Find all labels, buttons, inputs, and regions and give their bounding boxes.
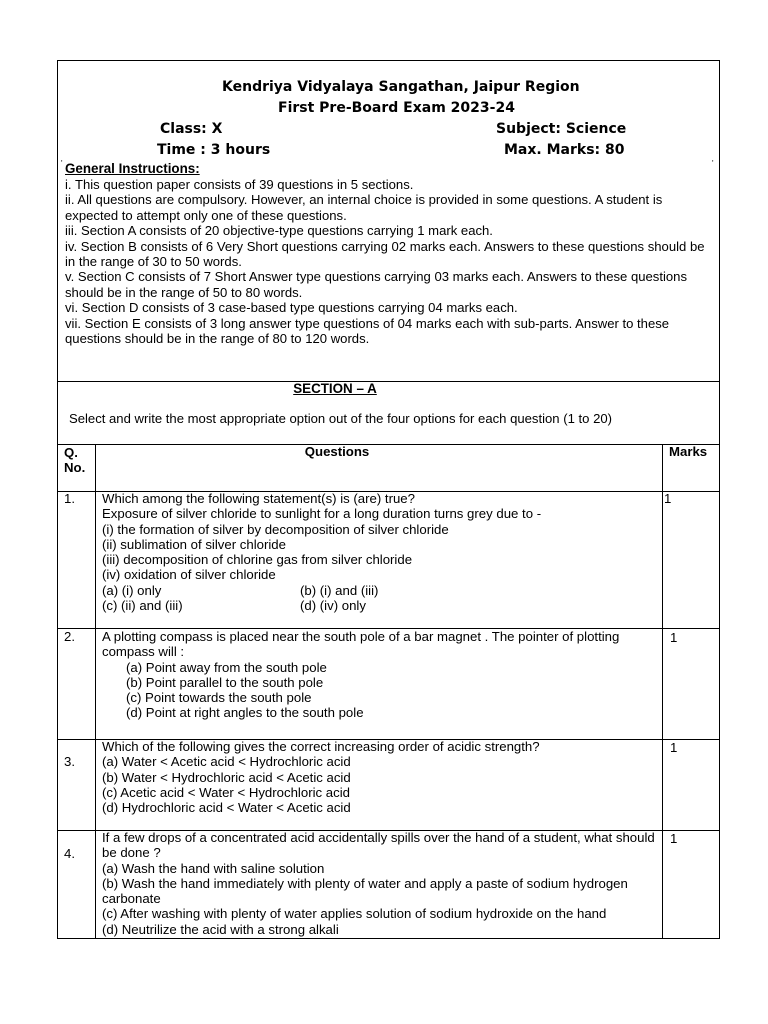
question-number: 3. [64, 754, 75, 769]
question-line: Which of the following gives the correct increasing order of acidic strength? [102, 739, 540, 754]
question-line: A plotting compass is placed near the south pole of a bar magnet . The pointer of plotting compass will : [102, 629, 620, 660]
option: (d) Point at right angles to the south pole [126, 705, 364, 721]
option: (d) (iv) only [300, 598, 366, 614]
option: (d) Neutrilize the acid with a strong alkali [102, 921, 339, 937]
option: (b) Wash the hand immediately with plenty of water and apply a paste of sodium hydrogen carbonate [102, 875, 628, 907]
option: (b) Water < Hydrochloric acid < Acetic acid [102, 769, 351, 785]
question-row [58, 739, 719, 831]
option-row [102, 583, 657, 598]
question-marks: 1 [670, 740, 678, 755]
option: (b) Point parallel to the south pole [126, 674, 324, 690]
table-header-row [58, 444, 719, 492]
section-instruction: Select and write the most appropriate option out of the four options for each question (1 to 20) [69, 411, 612, 426]
question-text [102, 629, 657, 721]
question-line: (iv) oxidation of silver chloride [102, 567, 276, 583]
question-marks: 1 [664, 491, 672, 506]
question-line: (i) the formation of silver by decomposition of silver chloride [102, 521, 449, 537]
header-block [58, 61, 719, 382]
col-questions-header: Questions [304, 444, 370, 459]
col-marks-header: Marks [669, 444, 708, 459]
instruction-item: i. This question paper consists of 39 questions in 5 sections. [65, 177, 414, 192]
col-qno-header: Q. No. [64, 445, 86, 476]
option: (c) (ii) and (iii) [102, 598, 183, 614]
question-line: If a few drops of a concentrated acid accidentally spills over the hand of a student, what should be done ? [102, 830, 655, 861]
margin-tick: ' [712, 159, 714, 168]
instruction-item: v. Section C consists of 7 Short Answer type questions carrying 03 marks each. Answers to these questions should be in the range of 50 to 80 words. [65, 269, 688, 300]
question-line: Exposure of silver chloride to sunlight for a long duration turns grey due to - [102, 506, 542, 522]
section-a-header [58, 381, 719, 445]
question-number: 2. [64, 629, 75, 644]
instruction-item: vii. Section E consists of 3 long answer type questions of 04 marks each with sub-parts. Answer to these questions should be in the range of 80 to 120 words. [65, 315, 670, 347]
option: (a) Water < Acetic acid < Hydrochloric acid [102, 754, 351, 770]
question-marks: 1 [670, 630, 678, 645]
option: (c) After washing with plenty of water applies solution of sodium hydroxide on the hand [102, 906, 607, 922]
exam-paper [57, 60, 720, 939]
option: (b) (i) and (iii) [300, 582, 379, 598]
instructions-list [65, 177, 715, 346]
section-title: SECTION – A [293, 381, 377, 396]
option: (a) Point away from the south pole [126, 659, 327, 675]
instructions-title: General Instructions: [65, 161, 200, 176]
exam-title: First Pre-Board Exam 2023-24 [278, 100, 515, 116]
option: (a) (i) only [102, 582, 162, 598]
option: (a) Wash the hand with saline solution [102, 860, 325, 876]
instruction-item: iii. Section A consists of 20 objective-type questions carrying 1 mark each. [65, 223, 493, 239]
subject-label: Subject: Science [496, 121, 627, 137]
question-number: 1. [64, 491, 75, 506]
option: (c) Acetic acid < Water < Hydrochloric acid [102, 784, 350, 800]
question-row [58, 491, 719, 629]
time-label: Time : 3 hours [157, 142, 271, 158]
instruction-item: ii. All questions are compulsory. However, an internal choice is provided in some questions. A student is expected to attempt only one of these questions. [65, 192, 663, 223]
question-row [58, 830, 719, 938]
question-text [102, 491, 657, 613]
option: (c) Point towards the south pole [126, 690, 312, 706]
question-row [58, 628, 719, 740]
question-text [102, 739, 657, 815]
class-label: Class: X [160, 121, 223, 137]
question-line: (ii) sublimation of silver chloride [102, 536, 286, 552]
question-marks: 1 [670, 831, 678, 846]
instruction-item: iv. Section B consists of 6 Very Short questions carrying 02 marks each. Answers to these questions should be in the range of 30 to 50 words. [65, 238, 705, 270]
margin-tick: ' [61, 159, 63, 168]
option: (d) Hydrochloric acid < Water < Acetic acid [102, 800, 351, 816]
option-row [102, 598, 657, 613]
org-title: Kendriya Vidyalaya Sangathan, Jaipur Region [222, 79, 580, 95]
max-marks-label: Max. Marks: 80 [504, 142, 625, 158]
question-text [102, 830, 657, 937]
instruction-item: vi. Section D consists of 3 case-based type questions carrying 04 marks each. [65, 300, 518, 316]
question-line: Which among the following statement(s) is (are) true? [102, 491, 415, 506]
question-line: (iii) decomposition of chlorine gas from silver chloride [102, 552, 413, 568]
question-number: 4. [64, 846, 75, 861]
